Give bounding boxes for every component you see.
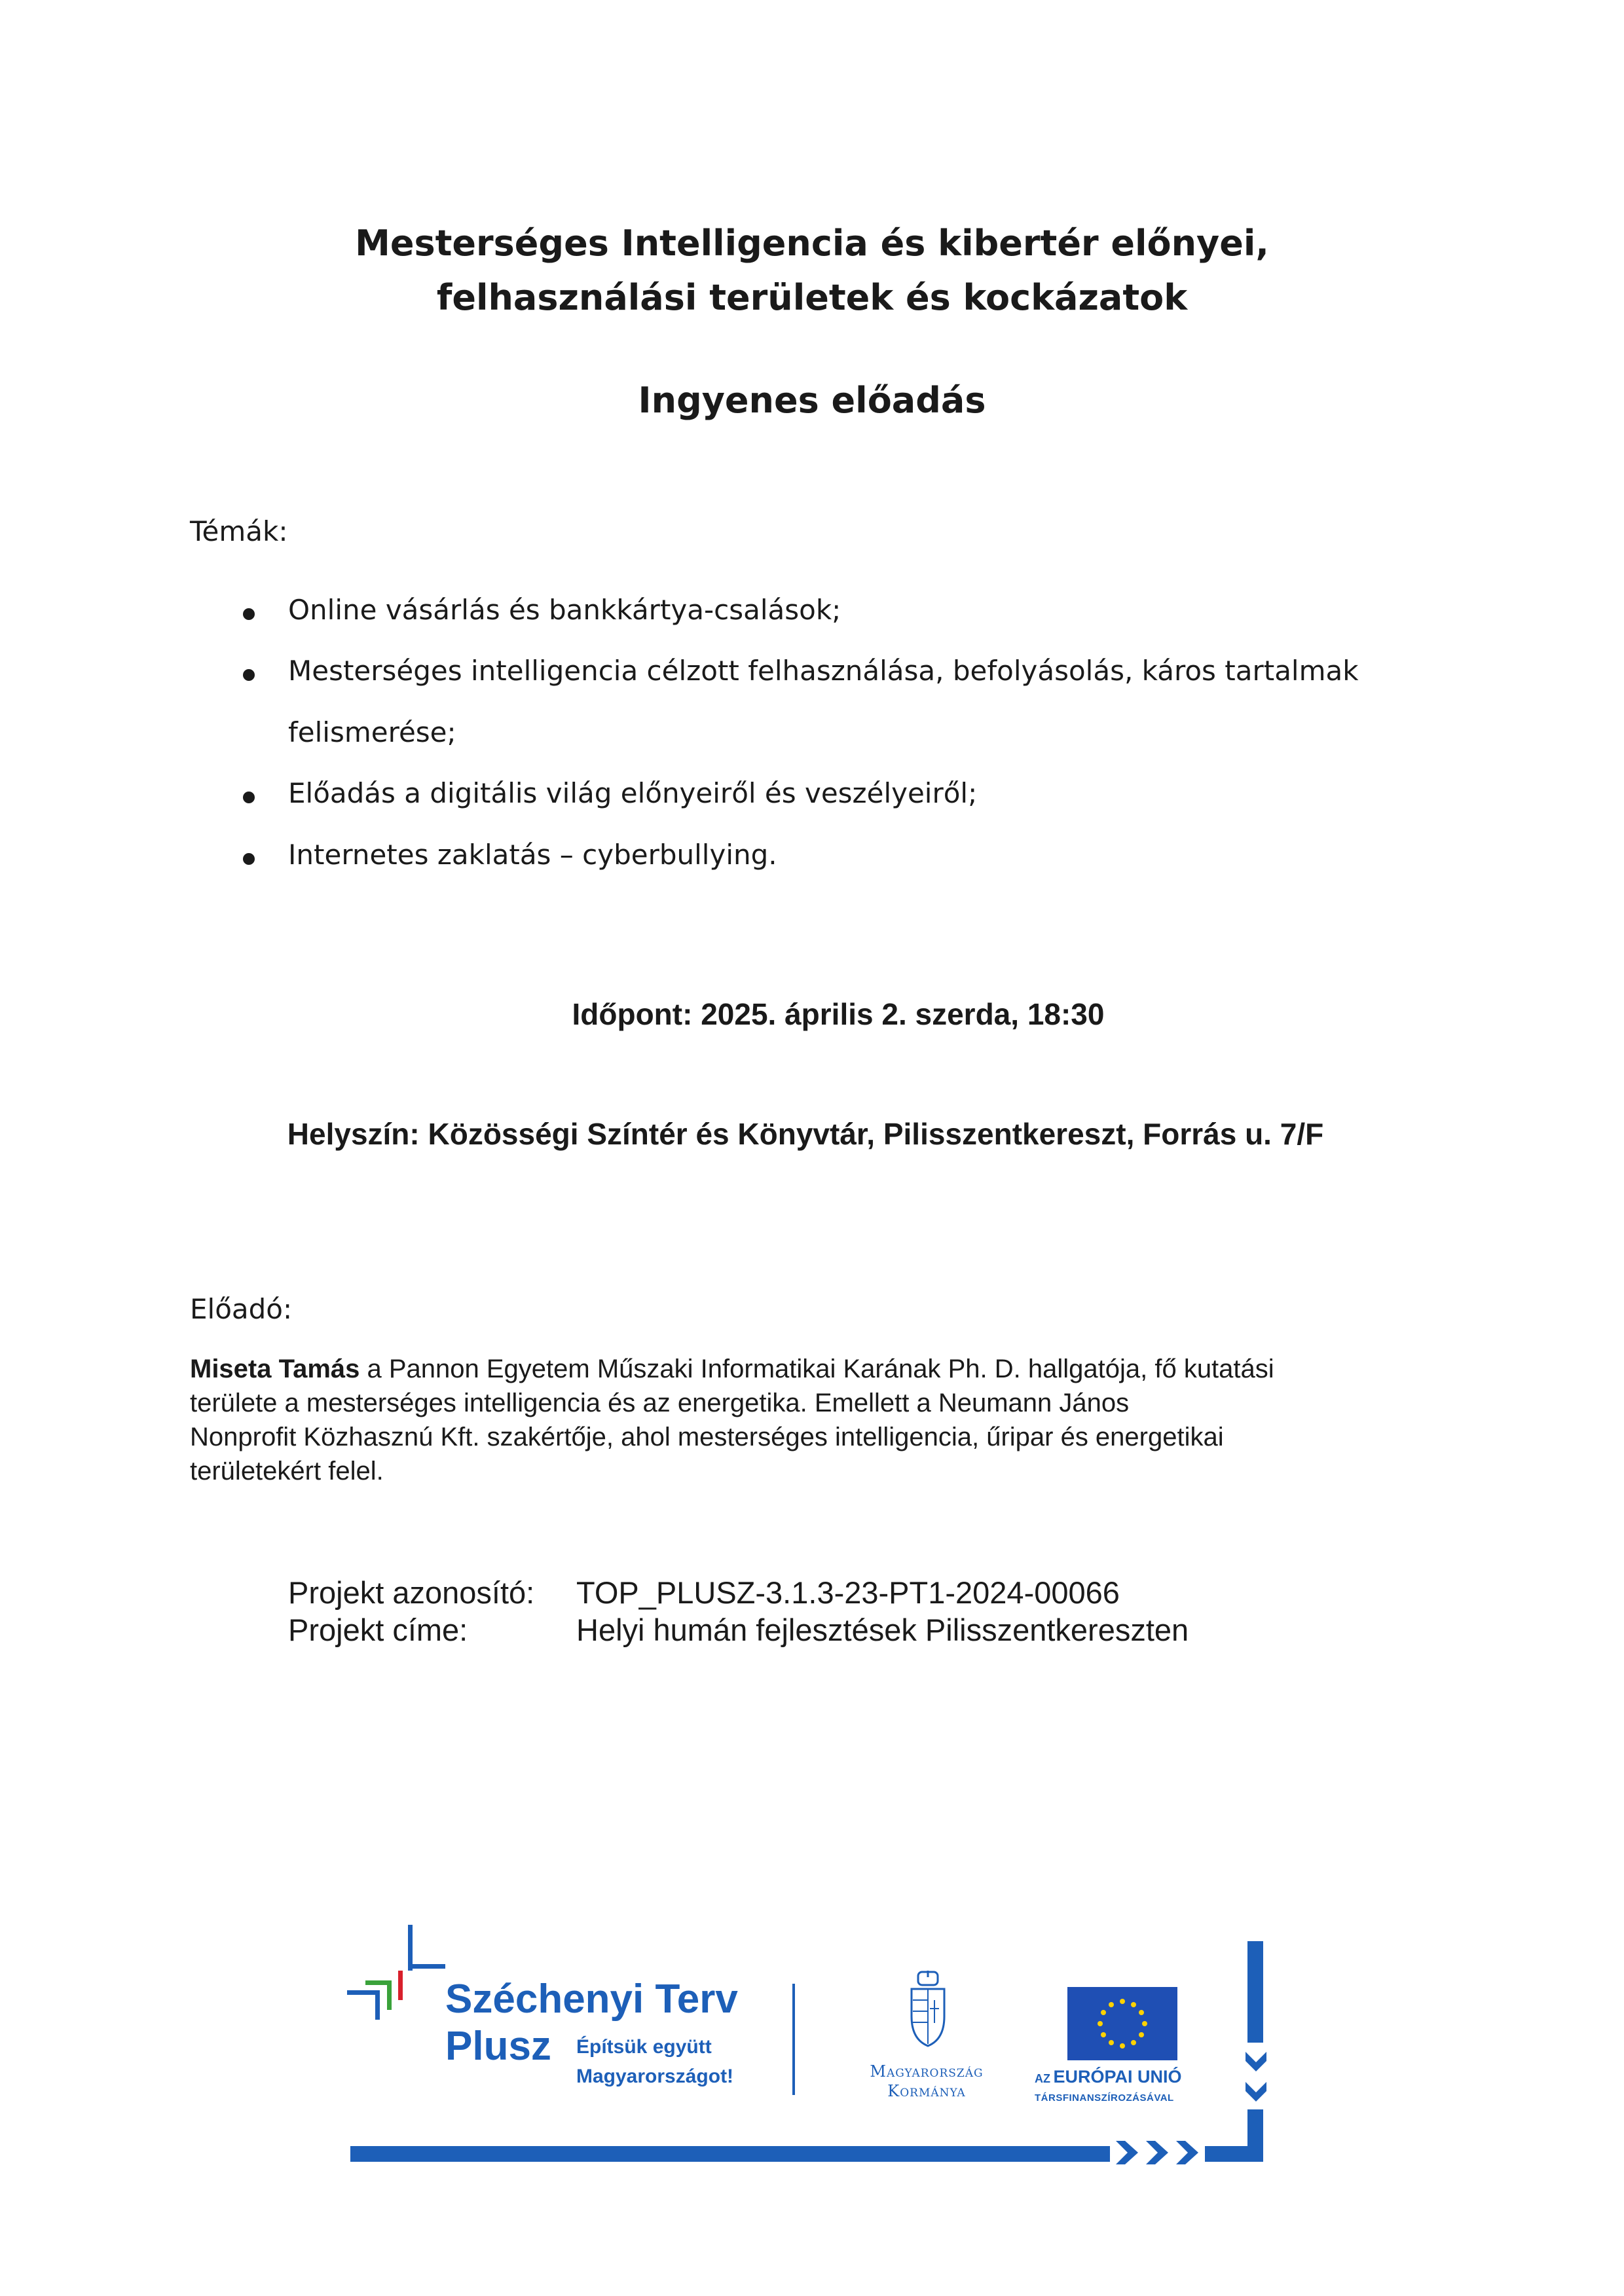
bio-line-3: Nonprofit Közhasznú Kft. szakértője, ahol mesterséges intelligencia, űripar és energetikai (190, 1423, 1224, 1451)
list-item: Online vásárlás és bankkártya-csalások; (288, 594, 841, 626)
gov-line-1: Magyarország (870, 2062, 984, 2081)
bottom-bar (350, 2146, 1110, 2162)
event-location: Helyszín: Közösségi Színtér és Könyvtár, Pilisszentkereszt, Forrás u. 7/F (287, 1117, 1324, 1151)
title-line-2: felhasználási területek és kockázatok (436, 277, 1188, 318)
coat-of-arms-icon (898, 1971, 957, 2049)
chevron-right-icon (1113, 2140, 1141, 2166)
eu-sub: TÁRSFINANSZÍROZÁSÁVAL (1035, 2092, 1174, 2104)
list-item-continuation: felismerése; (288, 716, 456, 748)
szechenyi-plusz: Plusz (445, 2024, 551, 2069)
eu-main: EURÓPAI UNIÓ (1053, 2067, 1182, 2086)
topics-label: Témák: (190, 515, 288, 547)
bottom-bar-end (1205, 2146, 1263, 2162)
chevron-down-icon (1244, 2049, 1268, 2075)
bullet-icon (243, 792, 255, 803)
bio-line-2: területe a mesterséges intelligencia és az energetika. Emellett a Neumann János (190, 1389, 1130, 1417)
project-id-label: Projekt azonosító: (288, 1575, 535, 1610)
eu-label (1035, 2067, 1181, 2087)
list-item: Mesterséges intelligencia célzott felhasználása, befolyásolás, káros tartalmak (288, 655, 1359, 687)
list-item: Internetes zaklatás – cyberbullying. (288, 839, 777, 871)
eu-flag-icon (1067, 1987, 1177, 2060)
right-bar (1247, 1941, 1263, 2043)
project-title-value: Helyi humán fejlesztések Pilisszentkereszten (576, 1613, 1189, 1647)
project-title-label: Projekt címe: (288, 1613, 468, 1647)
list-item: Előadás a digitális világ előnyeiről és veszélyeiről; (288, 777, 977, 809)
chevron-right-icon (1143, 2140, 1171, 2166)
bullet-icon (243, 853, 255, 865)
slogan-line-1: Építsük együtt (576, 2036, 712, 2058)
chevron-down-icon (1244, 2079, 1268, 2105)
bullet-icon (243, 608, 255, 620)
szechenyi-title: Széchenyi Terv (445, 1977, 738, 2022)
bio-line-4: területekért felel. (190, 1457, 384, 1485)
gov-line-2: Kormánya (887, 2082, 966, 2100)
szechenyi-cross-logo (347, 1925, 445, 2023)
bio-line-1: Miseta Tamás a Pannon Egyetem Műszaki Informatikai Karának Ph. D. hallgatója, fő kutatási (190, 1355, 1274, 1383)
project-id-value: TOP_PLUSZ-3.1.3-23-PT1-2024-00066 (576, 1575, 1120, 1610)
presenter-label: Előadó: (190, 1293, 293, 1325)
bullet-icon (243, 669, 255, 681)
title-line-1: Mesterséges Intelligencia és kibertér előnyei, (355, 223, 1269, 264)
chevron-right-icon (1173, 2140, 1201, 2166)
divider (792, 1984, 795, 2095)
eu-prefix: AZ (1035, 2072, 1050, 2085)
presenter-name: Miseta Tamás (190, 1355, 360, 1383)
slogan-line-2: Magyarországot! (576, 2066, 734, 2087)
subtitle: Ingyenes előadás (638, 380, 986, 421)
presenter-bio (190, 1352, 1434, 1488)
event-time: Időpont: 2025. április 2. szerda, 18:30 (572, 997, 1105, 1031)
